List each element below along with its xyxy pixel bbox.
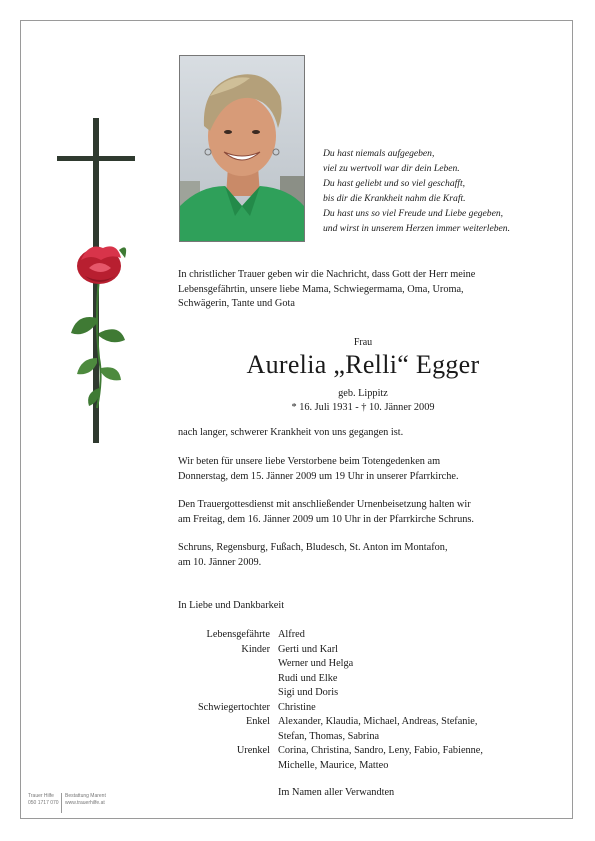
portrait-photo	[179, 55, 305, 242]
salutation: Frau	[353, 337, 373, 348]
funeral-paragraph	[178, 498, 548, 527]
closing-line	[178, 599, 548, 614]
place-line: am 10. Jänner 2009.	[178, 556, 262, 568]
family-names: Rudi und Elke	[278, 672, 338, 684]
family-row	[178, 628, 483, 643]
passed-paragraph	[178, 426, 548, 441]
family-row	[178, 657, 483, 672]
closing-text: In Liebe und Dankbarkeit	[178, 600, 285, 611]
deceased-name: Aurelia „Relli“ Egger	[246, 350, 480, 379]
family-names: Christine	[278, 701, 316, 713]
poem-line: viel zu wertvoll war dir dein Leben.	[323, 163, 460, 174]
passed-line: nach langer, schwerer Krankheit von uns gegangen ist.	[178, 427, 404, 438]
funeral-line: am Freitag, dem 16. Jänner 2009 um 10 Uhr in der Pfarrkirche Schruns.	[178, 513, 474, 525]
family-names: Sigi und Doris	[278, 687, 339, 698]
intro-line: In christlicher Trauer geben wir die Nachricht, dass Gott der Herr meine	[178, 269, 476, 280]
funeral-home-logo	[28, 793, 123, 813]
family-role	[178, 672, 278, 687]
family-names: Alexander, Klaudia, Michael, Andreas, Stefanie,	[278, 716, 478, 727]
family-role	[178, 730, 278, 745]
rose-icon	[77, 246, 126, 284]
prayer-line: Wir beten für unsere liebe Verstorbene beim Totengedenken am	[178, 456, 441, 467]
logo-right	[65, 793, 106, 807]
family-row	[178, 759, 483, 774]
family-row	[178, 672, 483, 687]
family-names: Stefan, Thomas, Sabrina	[278, 730, 380, 742]
logo-right-line: www.trauerhilfe.at	[65, 800, 105, 806]
family-role: Urenkel	[236, 745, 270, 756]
birth-name: geb. Lippitz	[338, 388, 388, 399]
place-date-paragraph	[178, 541, 548, 570]
logo-divider	[61, 793, 62, 813]
family-list	[178, 628, 483, 773]
intro-paragraph	[178, 268, 548, 312]
place-line: Schruns, Regensburg, Fußach, Bludesch, St. Anton im Montafon,	[178, 542, 448, 553]
portrait-illustration	[180, 56, 304, 241]
poem-line: und wirst in unserem Herzen immer weiterleben.	[323, 223, 510, 234]
poem-line: Du hast geliebt und so viel geschafft,	[323, 178, 466, 189]
family-row	[178, 686, 483, 701]
signoff: Im Namen aller Verwandten	[278, 787, 395, 798]
intro-line: Lebensgefährtin, unsere liebe Mama, Schwiegermama, Oma, Uroma,	[178, 283, 464, 295]
family-names: Gerti und Karl	[278, 643, 339, 655]
family-role	[178, 657, 278, 672]
cross-horizontal-beam	[57, 156, 135, 161]
family-row	[178, 715, 483, 730]
prayer-paragraph	[178, 455, 548, 484]
family-names: Werner und Helga	[278, 658, 354, 669]
logo-left-line: 050 1717 070	[28, 800, 59, 806]
family-role: Schwiegertochter	[197, 701, 270, 713]
family-names: Alfred	[278, 629, 305, 640]
cross-with-rose-icon	[55, 118, 145, 443]
life-dates: * 16. Juli 1931 - † 10. Jänner 2009	[291, 402, 435, 413]
family-role: Kinder	[241, 643, 270, 655]
family-role: Lebensgefährte	[206, 629, 270, 640]
family-names: Corina, Christina, Sandro, Leny, Fabio, Fabienne,	[278, 745, 483, 756]
poem-line: Du hast niemals aufgegeben,	[323, 148, 435, 159]
logo-left-line: Trauer Hilfe	[28, 793, 54, 799]
prayer-line: Donnerstag, dem 15. Jänner 2009 um 19 Uhr in unserer Pfarrkirche.	[178, 470, 459, 482]
poem-line: Du hast uns so viel Freude und Liebe gegeben,	[323, 208, 504, 219]
family-role	[178, 759, 278, 774]
family-row	[178, 730, 483, 745]
family-role	[178, 686, 278, 701]
family-row	[178, 643, 483, 658]
funeral-line: Den Trauergottesdienst mit anschließender Urnenbeisetzung halten wir	[178, 499, 471, 510]
family-row	[178, 744, 483, 759]
logo-right-line: Bestattung Marent	[65, 793, 106, 799]
family-names: Michelle, Maurice, Matteo	[278, 759, 389, 771]
intro-line: Schwägerin, Tante und Gota	[178, 298, 295, 309]
poem	[323, 146, 563, 236]
poem-line: bis dir die Krankheit nahm die Kraft.	[323, 193, 466, 204]
family-row	[178, 701, 483, 716]
logo-left	[28, 793, 59, 807]
family-role: Enkel	[245, 716, 270, 727]
